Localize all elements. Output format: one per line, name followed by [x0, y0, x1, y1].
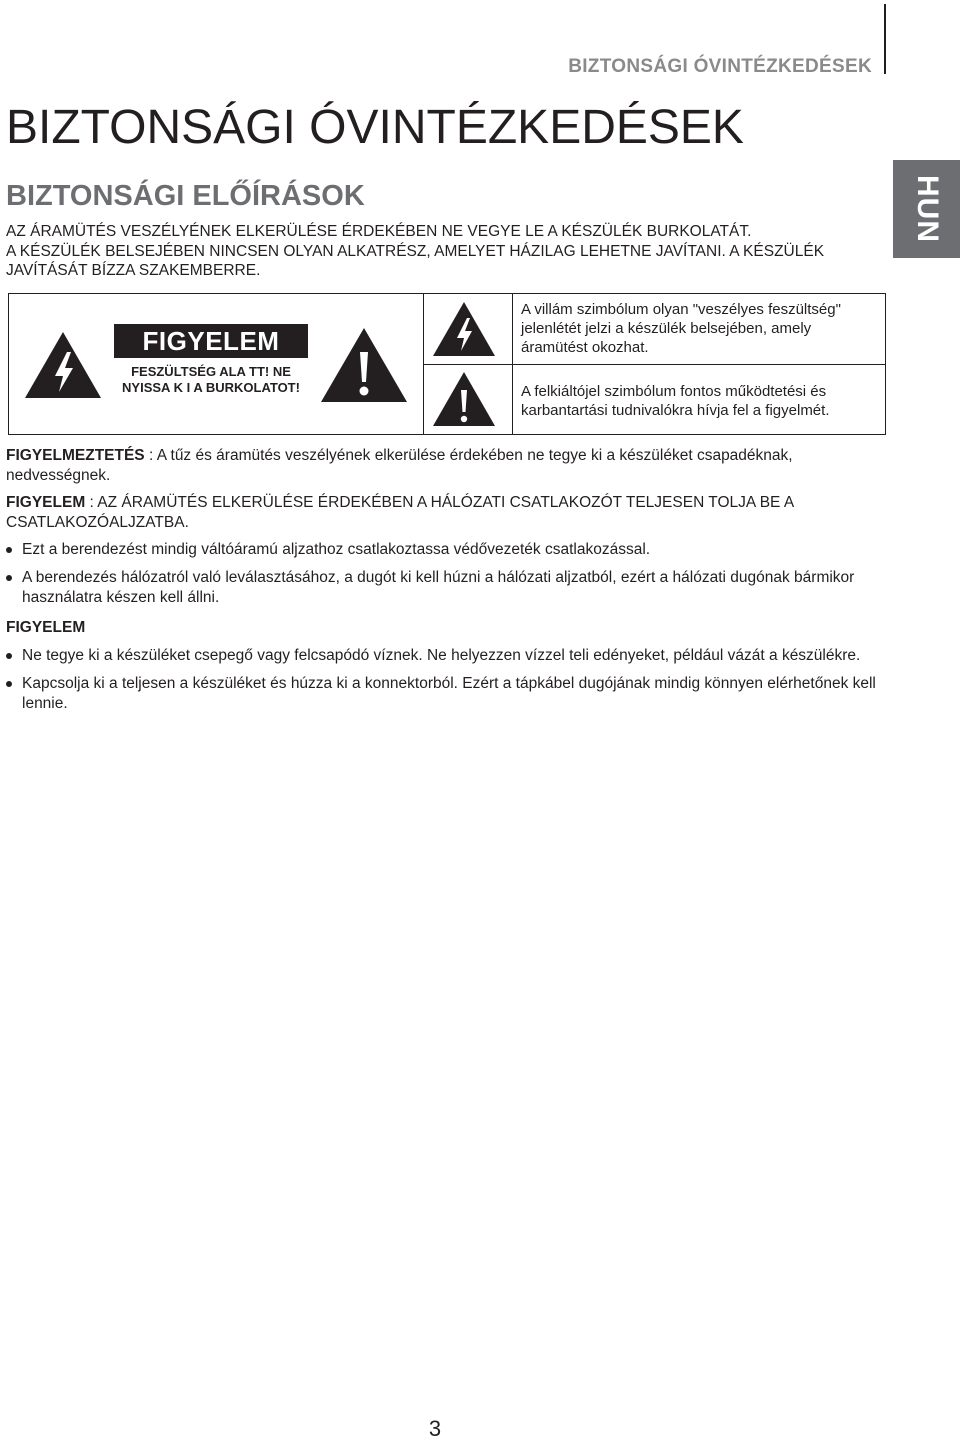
page-number: 3 [428, 1416, 442, 1441]
page-title: BIZTONSÁGI ÓVINTÉZKEDÉSEK [6, 101, 744, 154]
caution-subheading: FIGYELEM [6, 619, 86, 636]
language-tab [893, 160, 960, 258]
safety-instructions [6, 446, 886, 722]
section-title: BIZTONSÁGI ELŐÍRÁSOK [6, 180, 365, 212]
warning-symbols-table [8, 293, 886, 435]
intro-line-2: A KÉSZÜLÉK BELSEJÉBEN NINCSEN OLYAN ALKATRÉSZ, AMELYET HÁZILAG LEHETNE JAVÍTANI. A KÉSZÜLÉK JAVÍTÁSÁT BÍZZA SZAKEMBERRE. [6, 242, 825, 279]
caution-heading: FIGYELEM [114, 324, 308, 358]
language-tab-label: HUN [910, 175, 944, 243]
caution-label [114, 324, 308, 396]
caution-paragraph [6, 493, 886, 533]
lightning-warning-icon [23, 330, 103, 400]
lightning-description: A villám szimbólum olyan "veszélyes feszültség" jelenlétét jelzi a készülék belsejében, amely áramütést okozhat. [521, 301, 841, 356]
running-header: BIZTONSÁGI ÓVINTÉZKEDÉSEK [568, 56, 872, 77]
caution-inline-label: FIGYELEM [6, 494, 86, 511]
warning-text: : A tűz és áramütés veszélyének elkerülése érdekében ne tegye ki a készüléket csapadéknak, nedvességnek. [6, 447, 793, 484]
exclamation-description: A felkiáltójel szimbólum fontos működtetési és karbantartási tudnivalókra hívja fel a figyelmét. [521, 383, 830, 419]
intro-warning [6, 222, 856, 281]
exclamation-symbol-icon [431, 370, 497, 428]
warning-label: FIGYELMEZTETÉS [6, 447, 145, 464]
intro-line-1: AZ ÁRAMÜTÉS VESZÉLYÉNEK ELKERÜLÉSE ÉRDEKÉBEN NE VEGYE LE A KÉSZÜLÉK BURKOLATÁT. [6, 223, 752, 240]
list-item: A berendezés hálózatról való leválasztásához, a dugót ki kell húzni a hálózati aljzatból, ezért a hálózati dugónak bármikor használatra készen kell állni. [6, 568, 886, 608]
table-divider [423, 364, 885, 365]
bullet-list [6, 540, 886, 608]
caution-text: : AZ ÁRAMÜTÉS ELKERÜLÉSE ÉRDEKÉBEN A HÁLÓZATI CSATLAKOZÓT TELJESEN TOLJA BE A CSATLAKOZÓALJZATBA. [6, 494, 794, 531]
list-item: Kapcsolja ki a teljesen a készüléket és húzza ki a konnektorból. Ezért a tápkábel dugójának mindig könnyen elérhetőnek kell lennie. [6, 674, 886, 714]
warning-paragraph [6, 446, 886, 486]
lightning-symbol-icon [431, 300, 497, 358]
bullet-list [6, 646, 886, 714]
exclamation-warning-icon [319, 326, 409, 404]
caution-subtext: FESZÜLTSÉG ALA TT! NE NYISSA K I A BURKOLATOT! [122, 364, 300, 395]
list-item: Ezt a berendezést mindig váltóáramú aljzathoz csatlakoztassa védővezeték csatlakozással. [6, 540, 886, 560]
list-item: Ne tegye ki a készüléket csepegő vagy felcsapódó víznek. Ne helyezzen vízzel teli edényeket, például vázát a készülékre. [6, 646, 886, 666]
header-divider [884, 4, 886, 74]
